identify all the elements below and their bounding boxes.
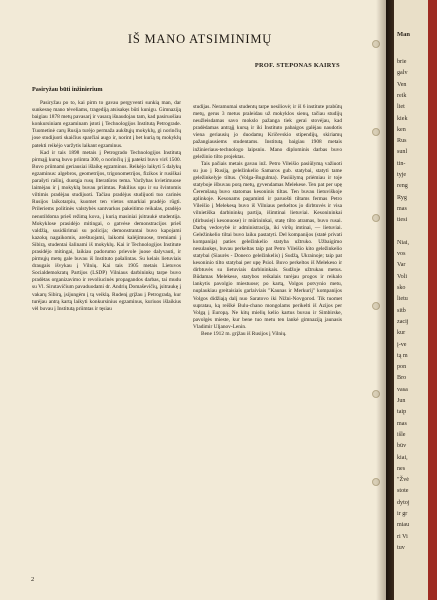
facing-page-line: tiesi (397, 217, 408, 224)
book-gutter (386, 0, 394, 600)
facing-page-line: galv (397, 70, 408, 77)
red-page-edge (428, 0, 437, 600)
facing-page-line: ken (397, 126, 406, 133)
facing-page-line: sitb (397, 307, 406, 314)
binding-shadow (376, 0, 386, 600)
paragraph: studijas. Neramumai studentų tarpe nesiliovė; ir iš 6 institute prabūtų metų, gerus 3 metus praleidau už mokyklos sienų, tačiau studijų neužleisdamas savo mokslo pažanga tiek gerai stovėjau, kad pradėdamas antrąjį kursą ir iki Instituto pabaigos galėjau naudotis viena geriausių jo duodamų Kričevskio stipendijų, skiriamų pažangiausiems studentams. Institutą baigiau 1908 metais inžinieriaus-technologo laipsniu. Mano diplominis darbas buvo geležinio tilto projektas. (193, 104, 342, 160)
facing-page-line: zacij (397, 318, 409, 325)
facing-page-line: Bro (397, 375, 407, 382)
facing-page-line: miau (397, 522, 410, 529)
facing-page (394, 0, 437, 600)
facing-page-line: ir gr (397, 511, 408, 517)
paragraph: Tais pačiais metais gavau inž. Petro Vileišio pasiūlymą važiuoti su juo į Rusiją, geležinkelio Samaros gub. statybai, statyti tame geležinkelyje tiltus. (Volga-Bugulma). Pasiūlymą priėmiau ir toje statyboje išbuvau porą metų, gyvendamas Melekese. Ten pat per upę Čeremšaną buvo statomas kesoninis tiltas. Ten buvau lietuviškoje aplinkoje. Kesonams pagaminti ir paruošti tiltams fermas Petro Vileišio į Melekesą buvo iš Vilniaus perkeltos jo dirbtuvės ir visa vilnietiška darbininkų partija, išimtinai lietuviai. Kesonininkai (dirbusieji kesonuose) ir mūrininkai, statę tilto atramas, buvo rusai. Darbų vedovybė ir administracija, iki viršų imtinai, — lietuviai. Geležinkelio tiltai buvo laiku pastatyti. Del kompanijos (statė privati kompanija) paties geležinkelio statyba užtruko. Užbaigimo nesulaukęs, buvau perkeltas taip pat Petro Vileišio kito geležinkelio statybai (Siaurės - Doneco geležinkelis) į Sudžą, Ukrainoje; taip pat kesoninio tilto statybai per upę Psiol. Buvo perkeltos iš Melekeso ir dirbtuvės su lietuviais darbininkais. Sudžoje užtrukau metus. Būdamas Melekese, statybos reikalais turėjau progos ir reikalo lankytis pavolgio miestuose; po kartą, Volgos potvynio metu, nuplaukiau greitaisiais garlaiviais "Kaunas ir Merkurij" kompanijos Volgos didžiają dalį nuo Saratovo iki Nižni-Novgorod. Tik tuomet supratau, ką reiškė Bulu-chano mongolams perikelti iš Azijos per Volgą į Europą. Ne kitų mielių kelio kartus buvau ir Simbirske, pavolgės mieste, kur bene tuo metu ten lankė gimnaziją jaunasis Vladimir Uljanov-Lenin. (193, 160, 342, 330)
facing-page-line: brie (397, 59, 407, 65)
facing-page-line: Rus (397, 138, 407, 145)
facing-page-line: į-ve (397, 341, 407, 348)
page-title: IŠ MANO ATSIMINIMŲ (127, 32, 273, 46)
facing-page-line: kiai, (397, 454, 408, 461)
facing-page-line: nes (397, 465, 406, 472)
facing-page-line: tuv (397, 544, 405, 551)
facing-page-line: sko (397, 285, 406, 291)
author-name: PROF. STEPONAS KAIRYS (254, 62, 340, 69)
facing-page-line: ri Vi (397, 533, 408, 540)
facing-page-line: stote (397, 488, 409, 495)
paragraph: Kad ir tais 1898 metais į Petrogrado Technologijos Institutą pirmąjį kursą buvo priimta 300, o norinčių į jį patekti buvo virš 1500. Buvo priimami geriausiai išlaikę egzaminus. Reikėjo laikyti 5 dalykų egzaminus: algebros, geometrijos, trigonometrijos, fizikos ir rusiškai parašyti rašinį, duotąja rusų literatūros tema. Varžybas kvietimuose laimėjau ir į mokyklą buvau priimtas. Pakilius upu ir su švintomis viltimis pradėjau studijuoti. Tačiau pradėjus studijuoti tuo carinės Rusijos laikotarpiu, kuomet ten vietos smarkiai pradėjo rūgti. Prileriems politinės valstybės santvarkos pakeitimo reikalas, pradėjo nenutildoma prieš režimą kova, į kurią masiniai įsitraukė studentija. Mokyklose prasidėjo mitingai, o gatvėse demonstracijos prieš valdžią, susidūrimai su policija; demonstrantai buvo kapojami kazokų nagaikomis, areštuojami, laikomi kalėjimuose, tremiami į Sibirą, studentai šalinami iš mokyklų. Kai ir Technologijos Institute prasidėjo mitingai, laikiau padorumo prievole juose dalyvauti, ir pirmųjų metų gale buvau iš Instituto pašalintas. Su kelais lietuviais draugais išvykau į Vilnių. Kai tais 1905 metais Lietuvos Socialdemokratų Partijos (LSDP) Vilniaus darbininkų tarpe buvo pradėtas organizavimo ir revoliucinės propagandos darbas, tai mudu su Vl. Sirutavičium pavaduodami dr. Andrių Domaševičių, įsitraukę į vakarų Sibirą, įsijungėm į tą veiklą. Rudenį grįžau į Petrogradą, kur turėjau antrą kartą laikyti konkursinius egzaminus, kuriuos išlaikius vėl buvau į Institutą priimtas ir tęsiau (32, 149, 181, 312)
paragraph: Pasiryžau po to, kai pirm to gavau pergyventi sunkią man, dar sunkesnę mano tėveliams, tragediją atsisakęs būti kunigu. Gimnaziją baigiau 1878 metų pavasarį ir vasarą išnaudojau tam, kad pasiruošiau konkursiniam egzaminam įstoti į Technologijos Institutą Petrograde. Tuometinė carų Rusija turėjo permaža aukštųjų mokyklų, gi norinčių jose studijuoti skaičius sparčiai augo ir, norint į bet kurią tų mokyklų patekti reikėjo varžytis laikant egzaminus. (32, 100, 181, 149)
facing-page-line: taip (397, 409, 407, 416)
facing-page-line: tin- (397, 160, 406, 167)
section-heading: Pasiryžau būti inžinierium (32, 86, 103, 93)
facing-page-line: kiek (397, 115, 408, 122)
facing-page-line: lietu (397, 296, 408, 303)
paragraph: Bene 1912 m. grįžau iš Rusijos į Vilnių. (201, 331, 287, 337)
facing-page-line: tyje (397, 172, 407, 178)
facing-page-line: išle (397, 431, 406, 438)
facing-page-line: Voli (397, 273, 408, 280)
facing-page-line: liet (397, 104, 405, 111)
facing-page-line: Niai, (397, 239, 410, 246)
facing-page-line: mas (397, 205, 407, 212)
facing-page-line: vos (397, 251, 406, 258)
facing-page-line: Var (397, 262, 406, 269)
facing-page-line: dytoj (397, 499, 410, 506)
facing-page-line: kur (397, 330, 406, 337)
facing-page-line: Ryg (397, 194, 407, 201)
facing-page-line: Ven (397, 81, 407, 88)
facing-page-line: tą m (397, 352, 408, 359)
right-column (193, 104, 342, 338)
facing-page-line: mas (397, 420, 407, 427)
facing-page-line: būv (397, 443, 407, 450)
facing-page-line: "Žvė (397, 477, 409, 484)
facing-page-line: Jun (397, 398, 406, 404)
facing-page-line: reng (397, 183, 408, 190)
facing-page-line: vasa (397, 386, 408, 393)
left-column (32, 86, 181, 313)
facing-page-line: pon (397, 364, 407, 371)
facing-page-line: sunl (397, 149, 408, 156)
facing-page-title: Man (397, 31, 410, 38)
facing-page-line: reik (397, 92, 407, 99)
page-number: 2 (31, 576, 35, 583)
